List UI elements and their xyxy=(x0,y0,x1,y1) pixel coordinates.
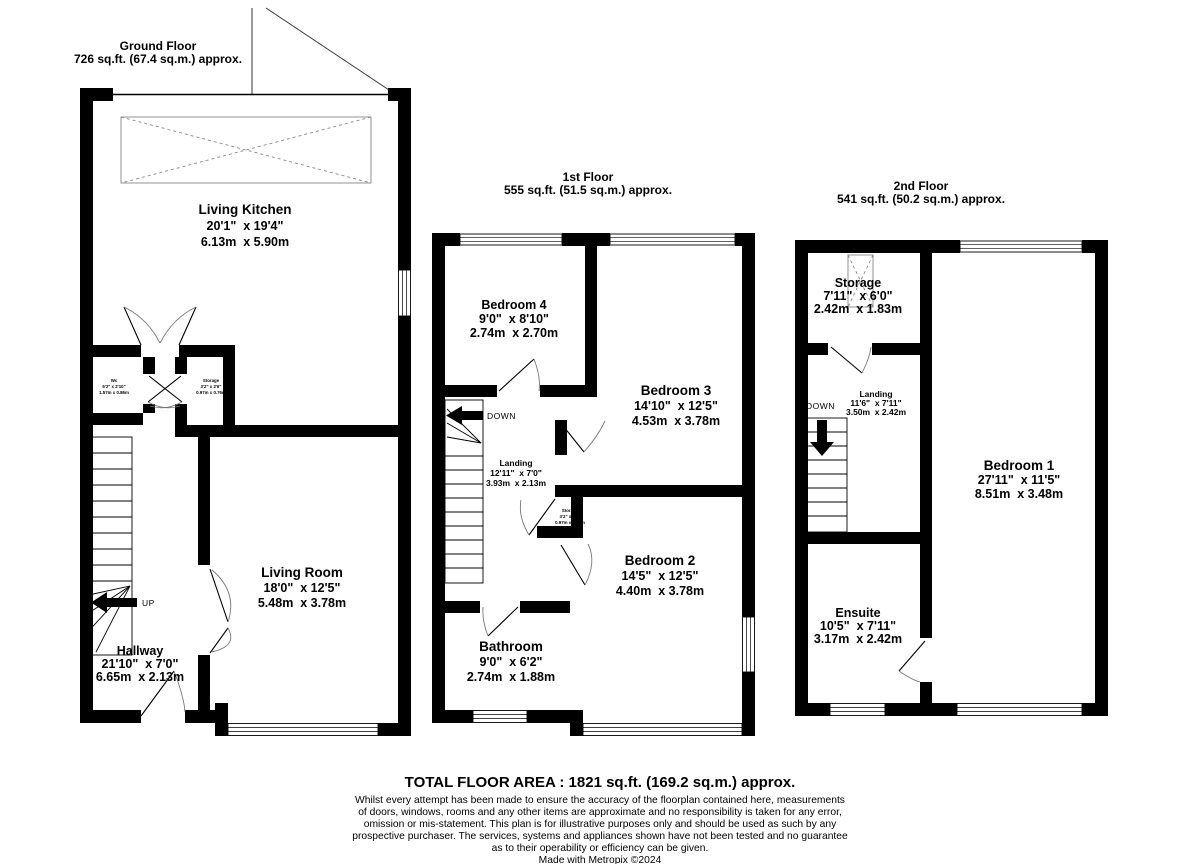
second-floor-title: 2nd Floor xyxy=(893,179,949,193)
ground-floor-plan xyxy=(74,8,411,736)
bedroom1-name: Bedroom 1 xyxy=(983,458,1055,473)
bedroom3-name: Bedroom 3 xyxy=(640,383,712,398)
first-landing-label xyxy=(486,458,546,488)
living-kitchen-label xyxy=(198,202,291,249)
footer xyxy=(352,774,848,864)
bedroom1-imperial: 27'11" x 11'5" xyxy=(977,473,1061,487)
wc-name: Wc xyxy=(110,378,118,383)
ground-floor-title: Ground Floor xyxy=(119,39,197,53)
second-storage-imperial: 7'11" x 6'0" xyxy=(823,289,893,303)
first-stairs-direction-label: DOWN xyxy=(487,411,516,421)
second-down-arrow xyxy=(810,420,834,456)
ground-store-metric: 0.97m x 0.76m xyxy=(196,390,226,395)
disclaimer-line-2: of doors, windows, rooms and any other items are approximate and no responsibility is taken for any error, xyxy=(358,807,842,818)
wc-imperial: 5'2" x 2'10" xyxy=(102,384,126,389)
first-store-imperial: 3'2" x 2'6" xyxy=(559,514,581,519)
first-floor-area: 555 sq.ft. (51.5 sq.m.) approx. xyxy=(503,183,673,197)
living-room-imperial: 18'0" x 12'5" xyxy=(263,581,341,595)
first-landing-metric: 3.93m x 2.13m xyxy=(485,478,547,488)
second-storage-metric: 2.42m x 1.83m xyxy=(813,302,903,316)
second-storage-label xyxy=(814,276,902,316)
bathroom-imperial: 9'0" x 6'2" xyxy=(479,655,543,669)
bathroom-metric: 2.74m x 1.88m xyxy=(466,670,556,684)
second-landing-imperial: 11'6" x 7'11" xyxy=(850,398,902,408)
second-landing-label xyxy=(846,389,906,417)
living-kitchen-metric: 6.13m x 5.90m xyxy=(200,235,290,249)
disclaimer-line-4: prospective purchaser. The services, systems and appliances shown have not been tested and no guarantee xyxy=(352,831,848,842)
bathroom-label xyxy=(467,639,555,684)
bathroom-name: Bathroom xyxy=(479,639,543,654)
ground-floor-area: 726 sq.ft. (67.4 sq.m.) approx. xyxy=(73,52,243,66)
second-floor-area: 541 sq.ft. (50.2 sq.m.) approx. xyxy=(836,192,1006,206)
ground-window-right xyxy=(399,270,411,316)
living-kitchen-name: Living Kitchen xyxy=(198,202,292,217)
ensuite-metric: 3.17m x 2.42m xyxy=(813,632,903,646)
hallway-imperial: 21'10" x 7'0" xyxy=(101,657,179,671)
total-floor-area: TOTAL FLOOR AREA : 1821 sq.ft. (169.2 sq.m.) approx. xyxy=(404,774,796,791)
ground-up-arrow xyxy=(91,592,137,613)
ground-store-label xyxy=(196,378,226,395)
second-landing-name: Landing xyxy=(859,389,893,399)
credit-line: Made with Metropix ©2024 xyxy=(538,855,662,864)
living-kitchen-imperial: 20'1" x 19'4" xyxy=(206,219,284,233)
bedroom4-label xyxy=(470,298,558,340)
bedroom1-label xyxy=(975,458,1063,501)
bedroom3-label xyxy=(632,383,720,428)
first-floor-title: 1st Floor xyxy=(562,170,614,184)
living-room-name: Living Room xyxy=(261,565,343,580)
wc-metric: 1.57m x 0.86m xyxy=(99,390,129,395)
hallway-metric: 6.65m x 2.13m xyxy=(95,670,185,684)
ground-store-imperial: 3'2" x 2'6" xyxy=(200,384,222,389)
bedroom4-imperial: 9'0" x 8'10" xyxy=(479,312,549,326)
ensuite-imperial: 10'5" x 7'11" xyxy=(819,619,897,633)
ground-stairs-direction-label: UP xyxy=(142,598,155,608)
bedroom4-name: Bedroom 4 xyxy=(481,298,547,312)
first-doors xyxy=(483,359,605,636)
disclaimer-line-3: omission or mis-statement. This plan is for illustrative purposes only and should be used as such by any xyxy=(363,819,837,830)
hallway-label xyxy=(96,644,184,684)
first-interior-walls xyxy=(432,246,742,613)
hallway-name: Hallway xyxy=(116,644,164,658)
bedroom2-name: Bedroom 2 xyxy=(624,553,696,568)
bedroom2-label xyxy=(616,553,704,598)
second-landing-metric: 3.50m x 2.42m xyxy=(845,407,907,417)
ground-window-bottom xyxy=(228,724,378,736)
bedroom3-metric: 4.53m x 3.78m xyxy=(631,414,721,428)
bedroom4-metric: 2.74m x 2.70m xyxy=(469,326,559,340)
first-store-name: Storage xyxy=(561,508,579,513)
ground-outer-walls xyxy=(80,88,411,736)
ensuite-name: Ensuite xyxy=(835,606,881,620)
second-storage-name: Storage xyxy=(834,276,882,290)
ground-store-name: Storage xyxy=(202,378,220,383)
first-down-arrow xyxy=(446,406,483,425)
ensuite-label xyxy=(814,606,902,646)
first-store-metric: 0.97m x 0.76m xyxy=(555,520,585,525)
disclaimer-line-1: Whilst every attempt has been made to ensure the accuracy of the floorplan contained here, measurements xyxy=(355,795,845,806)
bedroom1-metric: 8.51m x 3.48m xyxy=(974,487,1064,501)
ground-dashed-unit-box xyxy=(121,117,371,183)
bedroom2-imperial: 14'5" x 12'5" xyxy=(621,569,699,583)
disclaimer-line-5: as to their operability or efficiency can be given. xyxy=(491,843,709,854)
living-room-label xyxy=(258,565,346,610)
first-landing-imperial: 12'11" x 7'0" xyxy=(490,468,542,478)
second-stairs-direction-label: DOWN xyxy=(806,401,835,411)
bedroom3-imperial: 14'10" x 12'5" xyxy=(634,399,718,413)
second-floor-plan xyxy=(795,179,1108,716)
wc-label xyxy=(99,378,129,395)
first-landing-name: Landing xyxy=(499,458,533,468)
ground-roof-annotation-lines xyxy=(252,8,392,94)
bedroom2-metric: 4.40m x 3.78m xyxy=(615,584,705,598)
first-stairs xyxy=(445,400,483,583)
living-room-metric: 5.48m x 3.78m xyxy=(257,596,347,610)
first-floor-plan xyxy=(432,170,755,736)
